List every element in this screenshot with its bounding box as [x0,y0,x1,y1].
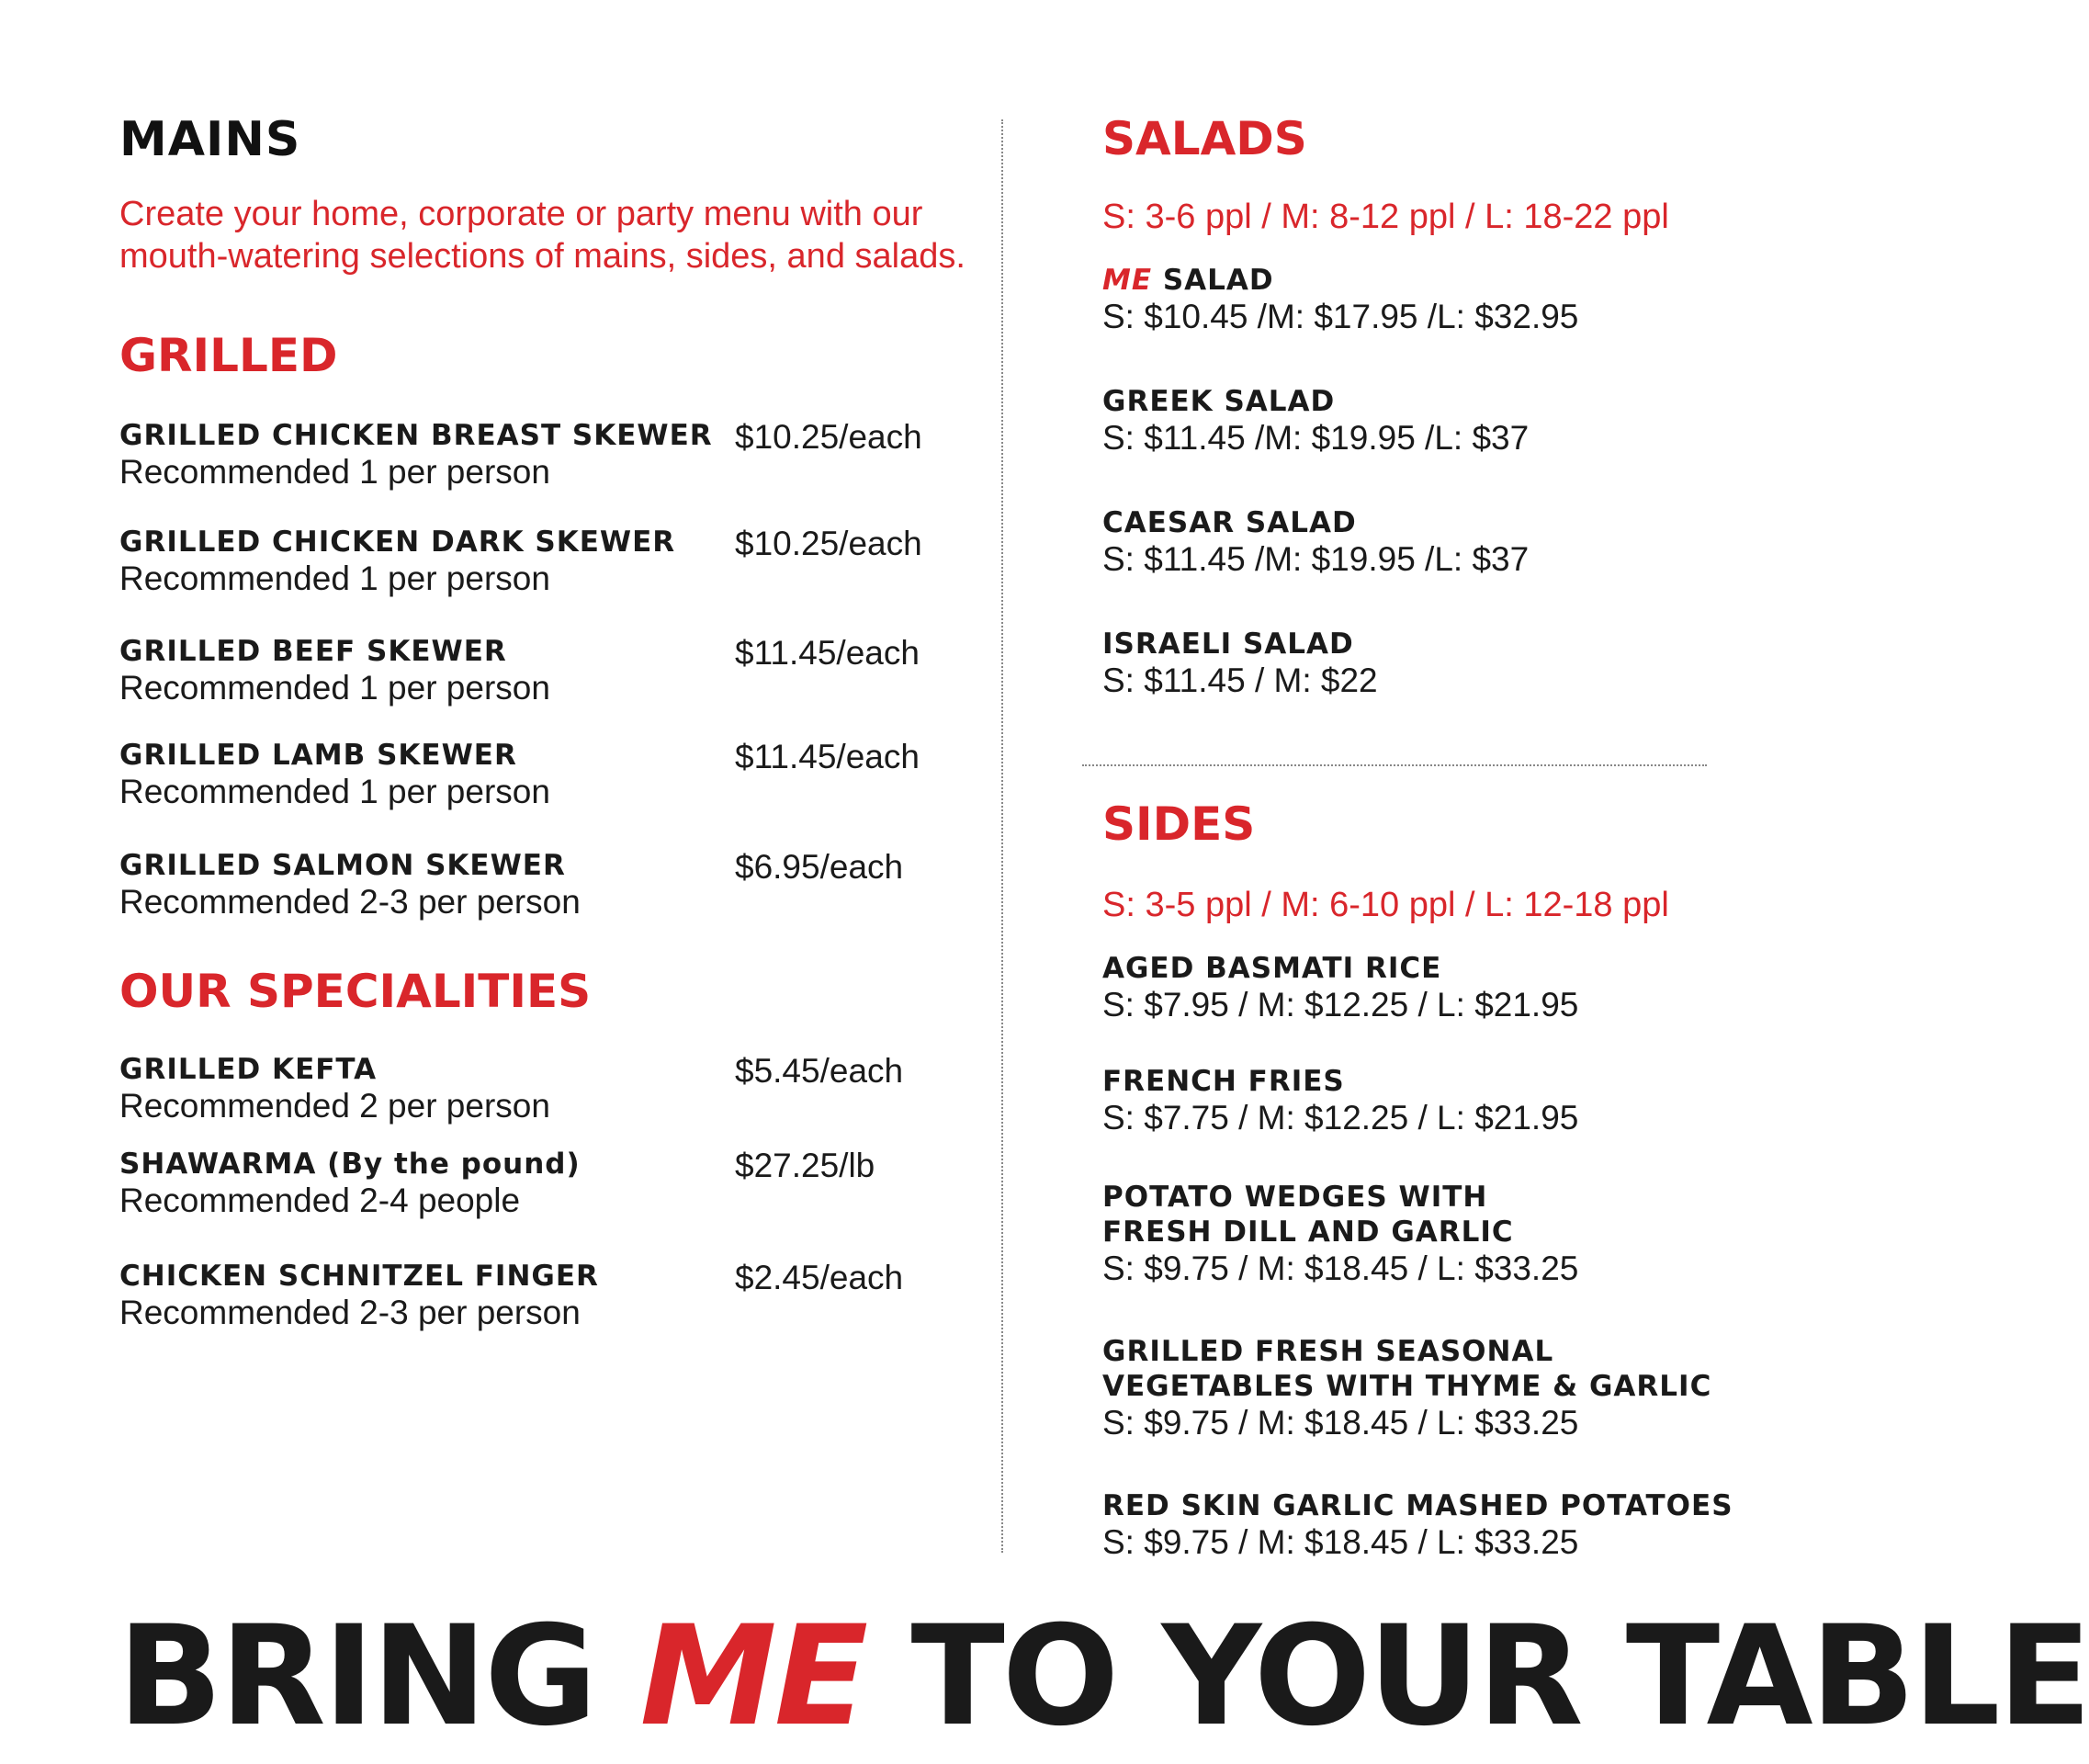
item-name-line1: POTATO WEDGES WITH [1102,1181,1488,1214]
menu-item [119,418,713,492]
item-name [1102,263,1578,298]
specialities-heading: OUR SPECIALITIES [119,965,592,1018]
menu-item [119,525,675,598]
tagline-part2: TO YOUR TABLE [865,1597,2089,1757]
item-recommendation: Recommended 2-3 per person [119,883,581,921]
tagline [118,1597,2089,1757]
item-recommendation: Recommended 1 per person [119,453,550,491]
item-price: S: $11.45 / M: $22 [1102,662,1378,699]
item-price: S: $11.45 /M: $19.95 /L: $37 [1102,540,1530,578]
salad-item [1102,263,1578,336]
item-price: S: $11.45 /M: $19.95 /L: $37 [1102,419,1530,457]
item-price: $2.45/each [735,1259,904,1296]
menu-item [119,1052,550,1125]
menu-item [119,738,550,811]
item-price: $11.45/each [735,634,920,672]
item-name-line1: GRILLED FRESH SEASONAL [1102,1335,1554,1368]
item-name: FRENCH FRIES [1102,1065,1345,1098]
item-name-line2: FRESH DILL AND GARLIC [1102,1216,1514,1249]
item-price: $27.25/lb [735,1147,875,1184]
item-recommendation: Recommended 1 per person [119,669,550,707]
item-price: S: $9.75 / M: $18.45 / L: $33.25 [1102,1523,1579,1561]
side-item [1102,1064,1578,1137]
side-item [1102,1180,1578,1288]
item-name: SHAWARMA (By the pound) [119,1148,581,1181]
side-item [1102,951,1578,1024]
menu-item [119,848,581,922]
item-price: $10.25/each [735,418,922,456]
item-name: GRILLED BEEF SKEWER [119,635,507,668]
item-price: $10.25/each [735,525,922,562]
item-price: $6.95/each [735,848,904,886]
item-name: GRILLED KEFTA [119,1053,378,1086]
salad-item [1102,505,1529,579]
item-price: S: $7.95 / M: $12.25 / L: $21.95 [1102,986,1579,1023]
item-recommendation: Recommended 1 per person [119,773,550,810]
item-recommendation: Recommended 2 per person [119,1087,550,1125]
salads-heading: SALADS [1102,112,1307,165]
item-name: GRILLED LAMB SKEWER [119,739,517,772]
menu-item [119,1147,581,1220]
grilled-heading: GRILLED [119,329,338,382]
item-recommendation: Recommended 2-3 per person [119,1294,581,1331]
item-name: GRILLED CHICKEN BREAST SKEWER [119,419,713,452]
tagline-part1: BRING [118,1597,640,1757]
item-price: S: $9.75 / M: $18.45 / L: $33.25 [1102,1404,1579,1442]
item-name: CAESAR SALAD [1102,506,1357,539]
item-name-line2: VEGETABLES WITH THYME & GARLIC [1102,1370,1712,1403]
item-recommendation: Recommended 2-4 people [119,1182,521,1219]
item-price: S: $10.45 /M: $17.95 /L: $32.95 [1102,298,1579,335]
menu-item [119,634,550,707]
column-divider [1001,119,1003,1553]
side-item [1102,1334,1711,1442]
item-price: S: $9.75 / M: $18.45 / L: $33.25 [1102,1250,1579,1287]
mains-heading: MAINS [119,112,301,167]
salad-item [1102,627,1378,700]
item-price: S: $7.75 / M: $12.25 / L: $21.95 [1102,1099,1579,1136]
menu-item [119,1259,599,1332]
salad-item [1102,384,1529,458]
item-name: RED SKIN GARLIC MASHED POTATOES [1102,1489,1733,1522]
section-divider [1082,764,1707,766]
me-logo-badge: ME [1102,264,1153,297]
salads-sizes: S: 3-6 ppl / M: 8-12 ppl / L: 18-22 ppl [1102,198,1669,236]
sides-sizes: S: 3-5 ppl / M: 6-10 ppl / L: 12-18 ppl [1102,886,1669,924]
item-name: GREEK SALAD [1102,385,1336,418]
item-price: $11.45/each [735,738,920,775]
mains-intro: Create your home, corporate or party menu with our mouth-watering selections of mains, sides, and salads. [119,195,965,276]
item-name: CHICKEN SCHNITZEL FINGER [119,1260,599,1293]
item-price: $5.45/each [735,1052,904,1090]
item-recommendation: Recommended 1 per person [119,560,550,597]
item-name: AGED BASMATI RICE [1102,952,1442,985]
tagline-me-logo: ME [639,1597,866,1757]
sides-heading: SIDES [1102,797,1256,851]
item-name: GRILLED CHICKEN DARK SKEWER [119,526,676,559]
item-name: ISRAELI SALAD [1102,628,1354,661]
item-name-text: SALAD [1162,264,1274,297]
item-name: GRILLED SALMON SKEWER [119,849,566,882]
side-item [1102,1488,1733,1562]
